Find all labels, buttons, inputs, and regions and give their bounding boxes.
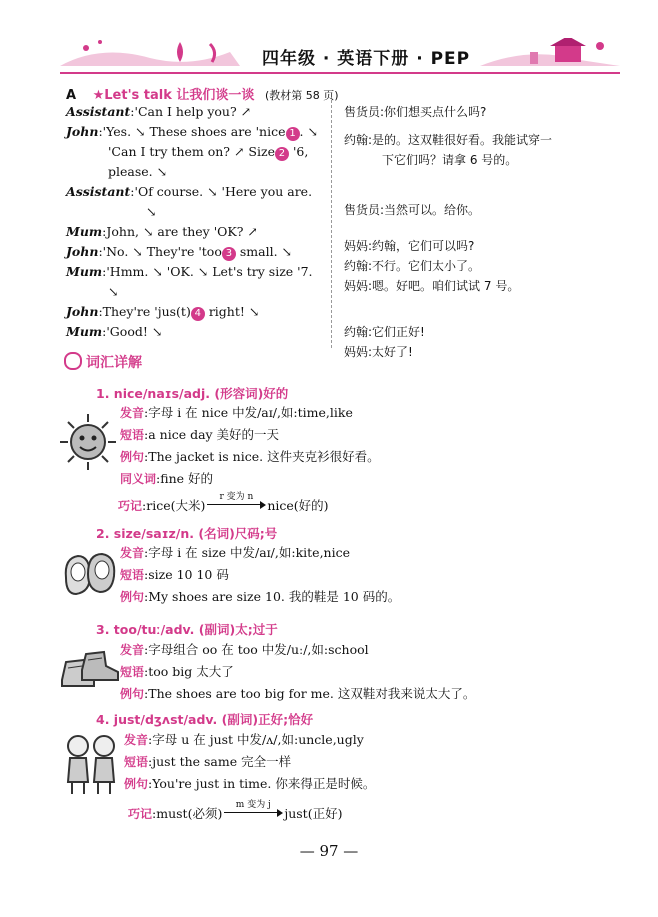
detail-row: 发音:字母 u 在 just 中发/ʌ/,如:uncle,ugly	[124, 732, 364, 747]
transform-arrow-icon: m 变为 j	[222, 804, 284, 820]
translation-line: 下它们吗？请拿 6 号的。	[382, 153, 518, 167]
note-number: 3	[222, 247, 236, 261]
dialogue-line: John:'Yes. ↘ These shoes are 'nice 1 . ↘	[66, 124, 318, 139]
translation-line: 约翰:是的。这双鞋很好看。我能试穿一	[344, 133, 553, 147]
note-number: 2	[275, 147, 289, 161]
detail-row: 发音:字母组合 oo 在 too 中发/uː/,如:school	[120, 642, 369, 657]
transform-arrow-icon: r 变为 n	[205, 496, 267, 512]
translation-line: 售货员:你们想买点什么吗?	[344, 105, 487, 119]
sun-face-illustration	[58, 412, 118, 476]
section-a-heading	[66, 84, 339, 103]
vocab-heading: 词汇详解	[64, 352, 142, 372]
dialogue-line: Mum:'Hmm. ↘ 'OK. ↘ Let's try size '7.	[66, 264, 313, 279]
detail-row: 例句:My shoes are size 10. 我的鞋是 10 码的。	[120, 589, 401, 604]
word-title: 4. just/dʒʌst/adv. (副词)正好;恰好	[96, 712, 314, 727]
translation-line: 售货员:当然可以。给你。	[344, 203, 481, 217]
dialogue-line: ↘	[108, 284, 119, 299]
detail-row: 例句:You're just in time. 你来得正是时候。	[124, 776, 376, 791]
dialogue-chinese	[344, 102, 624, 362]
dialogue-line: ↘	[146, 204, 157, 219]
dialogue-line: please. ↘	[108, 164, 168, 179]
header-title: 四年级 · 英语下册 · PEP	[262, 49, 471, 69]
detail-row: 短语:size 10 10 码	[120, 567, 229, 582]
section-a-title: ★Let's talk 让我们谈一谈	[92, 88, 255, 103]
translation-line: 妈妈:约翰，它们可以吗?	[344, 239, 475, 253]
word-details	[120, 403, 380, 489]
dialogue-line: Mum:John, ↘ are they 'OK? ↗	[66, 224, 258, 239]
section-a-label: A	[66, 88, 77, 103]
memory-trick: 巧记:must(必须) m 变为 j just(正好)	[128, 800, 343, 821]
detail-row: 短语:too big 太大了	[120, 664, 234, 679]
translation-line: 妈妈:太好了!	[344, 345, 413, 359]
word-title: 2. size/saɪz/n. (名词)尺码;号	[96, 526, 278, 541]
dialogue-line: 'Can I try them on? ↗ Size 2 '6,	[108, 144, 309, 159]
children-illustration	[60, 732, 122, 802]
detail-row: 同义词:fine 好的	[120, 471, 213, 486]
detail-row: 例句:The jacket is nice. 这件夹克衫很好看。	[120, 449, 380, 464]
memory-trick: 巧记:rice(大米) r 变为 n nice(好的)	[118, 492, 329, 513]
word-details	[120, 543, 400, 607]
page-number: — 97 —	[299, 842, 359, 860]
section-a-ref: (教材第 58 页)	[264, 89, 339, 102]
detail-row: 发音:字母 i 在 nice 中发/aɪ/,如:time,like	[120, 405, 353, 420]
magnifier-icon	[64, 352, 82, 370]
translation-line: 妈妈:嗯。好吧。咱们试试 7 号。	[344, 279, 520, 293]
detail-row: 例句:The shoes are too big for me. 这双鞋对我来说太大了。	[120, 686, 476, 701]
dialogue-line: Assistant:'Of course. ↘ 'Here you are.	[66, 184, 313, 199]
note-number: 4	[191, 307, 205, 321]
detail-row: 短语:a nice day 美好的一天	[120, 427, 280, 442]
note-number: 1	[286, 127, 300, 141]
detail-row: 短语:just the same 完全一样	[124, 754, 292, 769]
boots-illustration	[58, 644, 122, 704]
shoes-illustration	[60, 548, 120, 604]
translation-line: 约翰:不行。它们太小了。	[344, 259, 481, 273]
word-details	[120, 640, 475, 704]
dialogue-line: Assistant:'Can I help you? ↗	[66, 104, 252, 119]
word-title: 1. nice/naɪs/adj. (形容词)好的	[96, 386, 289, 401]
word-title: 3. too/tuː/adv. (副词)太;过于	[96, 622, 278, 637]
translation-line: 约翰:它们正好!	[344, 325, 425, 339]
column-divider	[331, 100, 333, 348]
dialogue-line: John:'No. ↘ They're 'too 3 small. ↘	[66, 244, 292, 259]
dialogue-line: Mum:'Good! ↘	[66, 324, 163, 339]
detail-row: 发音:字母 i 在 size 中发/aɪ/,如:kite,nice	[120, 545, 350, 560]
word-details	[124, 730, 375, 794]
dialogue-line: John:They're 'jus(t) 4 right! ↘	[66, 304, 260, 319]
dialogue-english	[66, 102, 328, 342]
header-rule	[60, 72, 620, 74]
